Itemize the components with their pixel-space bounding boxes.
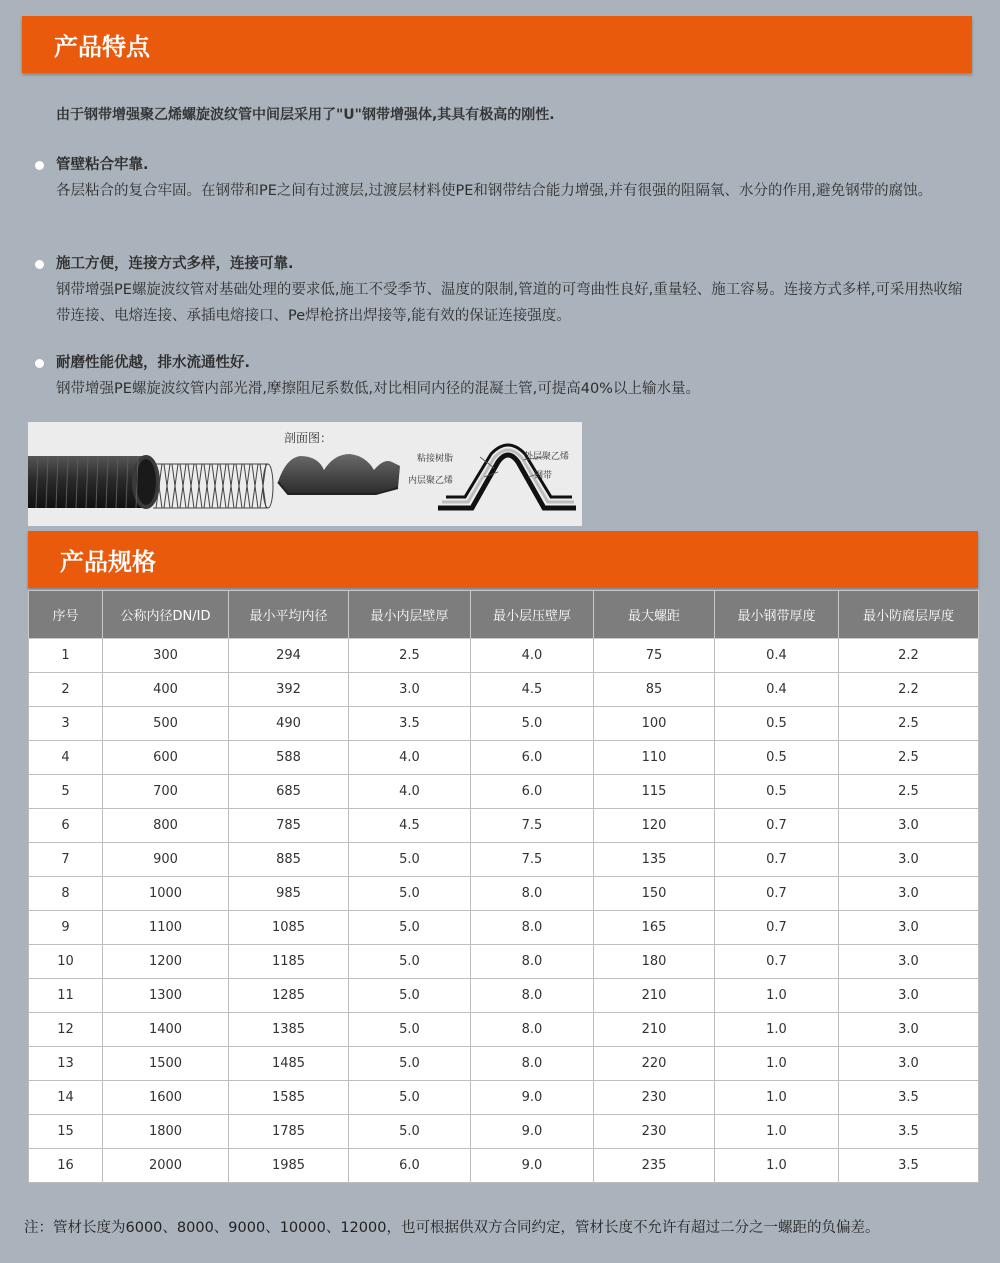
column-header: 最小防腐层厚度: [839, 591, 979, 639]
table-cell: 0.7: [715, 945, 839, 979]
table-cell: 120: [594, 809, 715, 843]
table-cell: 1400: [103, 1013, 229, 1047]
table-cell: 180: [594, 945, 715, 979]
table-cell: 1.0: [715, 1081, 839, 1115]
table-row: [29, 775, 979, 809]
table-cell: 1185: [229, 945, 349, 979]
table-cell: 1200: [103, 945, 229, 979]
table-cell: 1.0: [715, 1047, 839, 1081]
table-cell: 1100: [103, 911, 229, 945]
bullet-icon: [35, 260, 44, 269]
intro-text: 由于钢带增强聚乙烯螺旋波纹管中间层采用了"U"钢带增强体,其具有极高的刚性.: [56, 107, 555, 123]
table-cell: 1285: [229, 979, 349, 1013]
feature-title: 耐磨性能优越，排水流通性好.: [56, 350, 971, 376]
table-cell: 800: [103, 809, 229, 843]
feature-item: [56, 251, 971, 329]
table-cell: 1985: [229, 1149, 349, 1183]
table-cell: 0.5: [715, 775, 839, 809]
table-cell: 8.0: [471, 911, 594, 945]
table-cell: 210: [594, 979, 715, 1013]
table-row: [29, 945, 979, 979]
table-cell: 5.0: [349, 1013, 471, 1047]
table-cell: 1085: [229, 911, 349, 945]
feature-item: [56, 350, 971, 402]
table-cell: 1785: [229, 1115, 349, 1149]
table-cell: 9: [29, 911, 103, 945]
column-header: 最小内层壁厚: [349, 591, 471, 639]
table-cell: 3.5: [839, 1115, 979, 1149]
table-cell: 3.5: [349, 707, 471, 741]
table-cell: 4.5: [349, 809, 471, 843]
table-cell: 8: [29, 877, 103, 911]
table-cell: 0.7: [715, 911, 839, 945]
column-header: 最小层压壁厚: [471, 591, 594, 639]
table-cell: 8.0: [471, 1013, 594, 1047]
feature-body: 钢带增强PE螺旋波纹管内部光滑,摩擦阻尼系数低,对比相同内径的混凝土管,可提高40%以上输水量。: [56, 381, 700, 397]
table-cell: 1000: [103, 877, 229, 911]
label-steel: 钢带: [534, 471, 553, 481]
table-cell: 14: [29, 1081, 103, 1115]
bullet-icon: [35, 359, 44, 368]
table-cell: 11: [29, 979, 103, 1013]
table-row: [29, 639, 979, 673]
table-cell: 4.0: [349, 775, 471, 809]
label-adhesive: 粘接树脂: [417, 454, 454, 464]
table-cell: 3.5: [839, 1149, 979, 1183]
table-cell: 600: [103, 741, 229, 775]
pipe-cross-section-figure: [28, 422, 582, 526]
table-cell: 4.0: [349, 741, 471, 775]
table-cell: 0.4: [715, 673, 839, 707]
table-cell: 5.0: [349, 877, 471, 911]
table-cell: 8.0: [471, 877, 594, 911]
table-cell: 4.5: [471, 673, 594, 707]
table-cell: 165: [594, 911, 715, 945]
table-cell: 16: [29, 1149, 103, 1183]
features-title: 产品特点: [54, 33, 150, 61]
table-row: [29, 1149, 979, 1183]
table-cell: 1.0: [715, 979, 839, 1013]
table-row: [29, 911, 979, 945]
table-cell: 392: [229, 673, 349, 707]
table-cell: 3.0: [349, 673, 471, 707]
table-cell: 0.5: [715, 707, 839, 741]
bullet-icon: [35, 161, 44, 170]
table-cell: 885: [229, 843, 349, 877]
wall-section: [278, 454, 400, 494]
table-cell: 1.0: [715, 1149, 839, 1183]
table-cell: 3.0: [839, 1047, 979, 1081]
table-cell: 12: [29, 1013, 103, 1047]
table-cell: 2.2: [839, 673, 979, 707]
feature-item: [56, 152, 971, 204]
table-row: [29, 1115, 979, 1149]
table-cell: 5.0: [349, 843, 471, 877]
table-cell: 6.0: [471, 741, 594, 775]
column-header: 序号: [29, 591, 103, 639]
table-cell: 85: [594, 673, 715, 707]
table-cell: 13: [29, 1047, 103, 1081]
table-cell: 5.0: [349, 945, 471, 979]
table-row: [29, 707, 979, 741]
profile-diagram: [408, 445, 576, 508]
table-cell: 2.5: [839, 707, 979, 741]
figure-caption: 剖面图：: [284, 431, 333, 445]
table-cell: 8.0: [471, 979, 594, 1013]
table-cell: 300: [103, 639, 229, 673]
column-header: 最大螺距: [594, 591, 715, 639]
table-cell: 1: [29, 639, 103, 673]
table-cell: 4.0: [471, 639, 594, 673]
section-title-specs: [28, 531, 978, 588]
table-header-row: [29, 591, 979, 639]
table-cell: 2.5: [839, 741, 979, 775]
table-cell: 210: [594, 1013, 715, 1047]
table-cell: 685: [229, 775, 349, 809]
table-cell: 1300: [103, 979, 229, 1013]
table-cell: 294: [229, 639, 349, 673]
table-cell: 3: [29, 707, 103, 741]
table-cell: 1385: [229, 1013, 349, 1047]
column-header: 最小钢带厚度: [715, 591, 839, 639]
table-cell: 2.5: [839, 775, 979, 809]
table-cell: 400: [103, 673, 229, 707]
spec-table: [28, 590, 979, 1183]
table-cell: 1.0: [715, 1115, 839, 1149]
table-cell: 230: [594, 1115, 715, 1149]
table-cell: 9.0: [471, 1081, 594, 1115]
table-cell: 5: [29, 775, 103, 809]
footnote: 注：管材长度为6000、8000、9000、10000、12000，也可根据供双方合同约定，管材长度不允许有超过二分之一螺距的负偏差。: [24, 1220, 880, 1236]
section-title-features: [22, 16, 972, 73]
feature-body: 钢带增强PE螺旋波纹管对基础处理的要求低,施工不受季节、温度的限制,管道的可弯曲性良好,重量轻、施工容易。连接方式多样,可采用热收缩带连接、电熔连接、承插电熔接口、Pe焊枪挤出焊接等,能有效的保证连接强度。: [56, 282, 963, 324]
black-pipe-photo: [28, 455, 160, 509]
table-row: [29, 809, 979, 843]
column-header: 公称内径DN/ID: [103, 591, 229, 639]
table-cell: 75: [594, 639, 715, 673]
table-cell: 9.0: [471, 1115, 594, 1149]
table-cell: 150: [594, 877, 715, 911]
table-cell: 5.0: [349, 979, 471, 1013]
table-cell: 135: [594, 843, 715, 877]
table-row: [29, 877, 979, 911]
table-cell: 700: [103, 775, 229, 809]
table-cell: 8.0: [471, 945, 594, 979]
table-cell: 490: [229, 707, 349, 741]
table-cell: 100: [594, 707, 715, 741]
table-cell: 7.5: [471, 843, 594, 877]
table-cell: 588: [229, 741, 349, 775]
table-cell: 5.0: [349, 911, 471, 945]
table-cell: 0.7: [715, 843, 839, 877]
table-row: [29, 979, 979, 1013]
table-row: [29, 741, 979, 775]
table-cell: 1800: [103, 1115, 229, 1149]
feature-title: 管壁粘合牢靠.: [56, 152, 971, 178]
table-cell: 2000: [103, 1149, 229, 1183]
table-cell: 0.4: [715, 639, 839, 673]
column-header: 最小平均内径: [229, 591, 349, 639]
table-cell: 8.0: [471, 1047, 594, 1081]
table-cell: 235: [594, 1149, 715, 1183]
table-row: [29, 1081, 979, 1115]
spiral-wireframe: [153, 464, 273, 508]
table-row: [29, 1047, 979, 1081]
table-cell: 985: [229, 877, 349, 911]
table-cell: 10: [29, 945, 103, 979]
table-row: [29, 843, 979, 877]
table-row: [29, 673, 979, 707]
table-cell: 3.0: [839, 809, 979, 843]
table-cell: 1.0: [715, 1013, 839, 1047]
label-inner-pe: 内层聚乙烯: [408, 476, 454, 486]
table-cell: 2.5: [349, 639, 471, 673]
table-cell: 1585: [229, 1081, 349, 1115]
table-cell: 500: [103, 707, 229, 741]
table-cell: 1600: [103, 1081, 229, 1115]
table-cell: 2.2: [839, 639, 979, 673]
table-cell: 0.7: [715, 809, 839, 843]
table-cell: 900: [103, 843, 229, 877]
table-cell: 7: [29, 843, 103, 877]
table-cell: 3.0: [839, 843, 979, 877]
table-cell: 110: [594, 741, 715, 775]
table-cell: 6.0: [471, 775, 594, 809]
table-cell: 2: [29, 673, 103, 707]
table-cell: 9.0: [471, 1149, 594, 1183]
table-cell: 0.7: [715, 877, 839, 911]
table-cell: 1500: [103, 1047, 229, 1081]
table-cell: 7.5: [471, 809, 594, 843]
table-cell: 3.0: [839, 979, 979, 1013]
table-cell: 6: [29, 809, 103, 843]
label-outer-pe: 外层聚乙烯: [524, 452, 570, 462]
pipe-illustration: [28, 422, 582, 526]
table-row: [29, 1013, 979, 1047]
table-cell: 5.0: [349, 1115, 471, 1149]
table-cell: 785: [229, 809, 349, 843]
table-cell: 4: [29, 741, 103, 775]
feature-body: 各层粘合的复合牢固。在钢带和PE之间有过渡层,过渡层材料使PE和钢带结合能力增强,并有很强的阻隔氧、水分的作用,避免钢带的腐蚀。: [56, 183, 933, 199]
table-cell: 115: [594, 775, 715, 809]
table-cell: 5.0: [349, 1081, 471, 1115]
table-cell: 0.5: [715, 741, 839, 775]
feature-title: 施工方便，连接方式多样，连接可靠.: [56, 251, 971, 277]
table-cell: 3.0: [839, 1013, 979, 1047]
table-cell: 15: [29, 1115, 103, 1149]
table-cell: 220: [594, 1047, 715, 1081]
table-cell: 5.0: [471, 707, 594, 741]
table-cell: 1485: [229, 1047, 349, 1081]
table-cell: 5.0: [349, 1047, 471, 1081]
table-cell: 3.0: [839, 877, 979, 911]
table-cell: 3.0: [839, 945, 979, 979]
table-cell: 3.5: [839, 1081, 979, 1115]
specs-title: 产品规格: [60, 548, 156, 576]
table-cell: 6.0: [349, 1149, 471, 1183]
table-cell: 3.0: [839, 911, 979, 945]
table-cell: 230: [594, 1081, 715, 1115]
